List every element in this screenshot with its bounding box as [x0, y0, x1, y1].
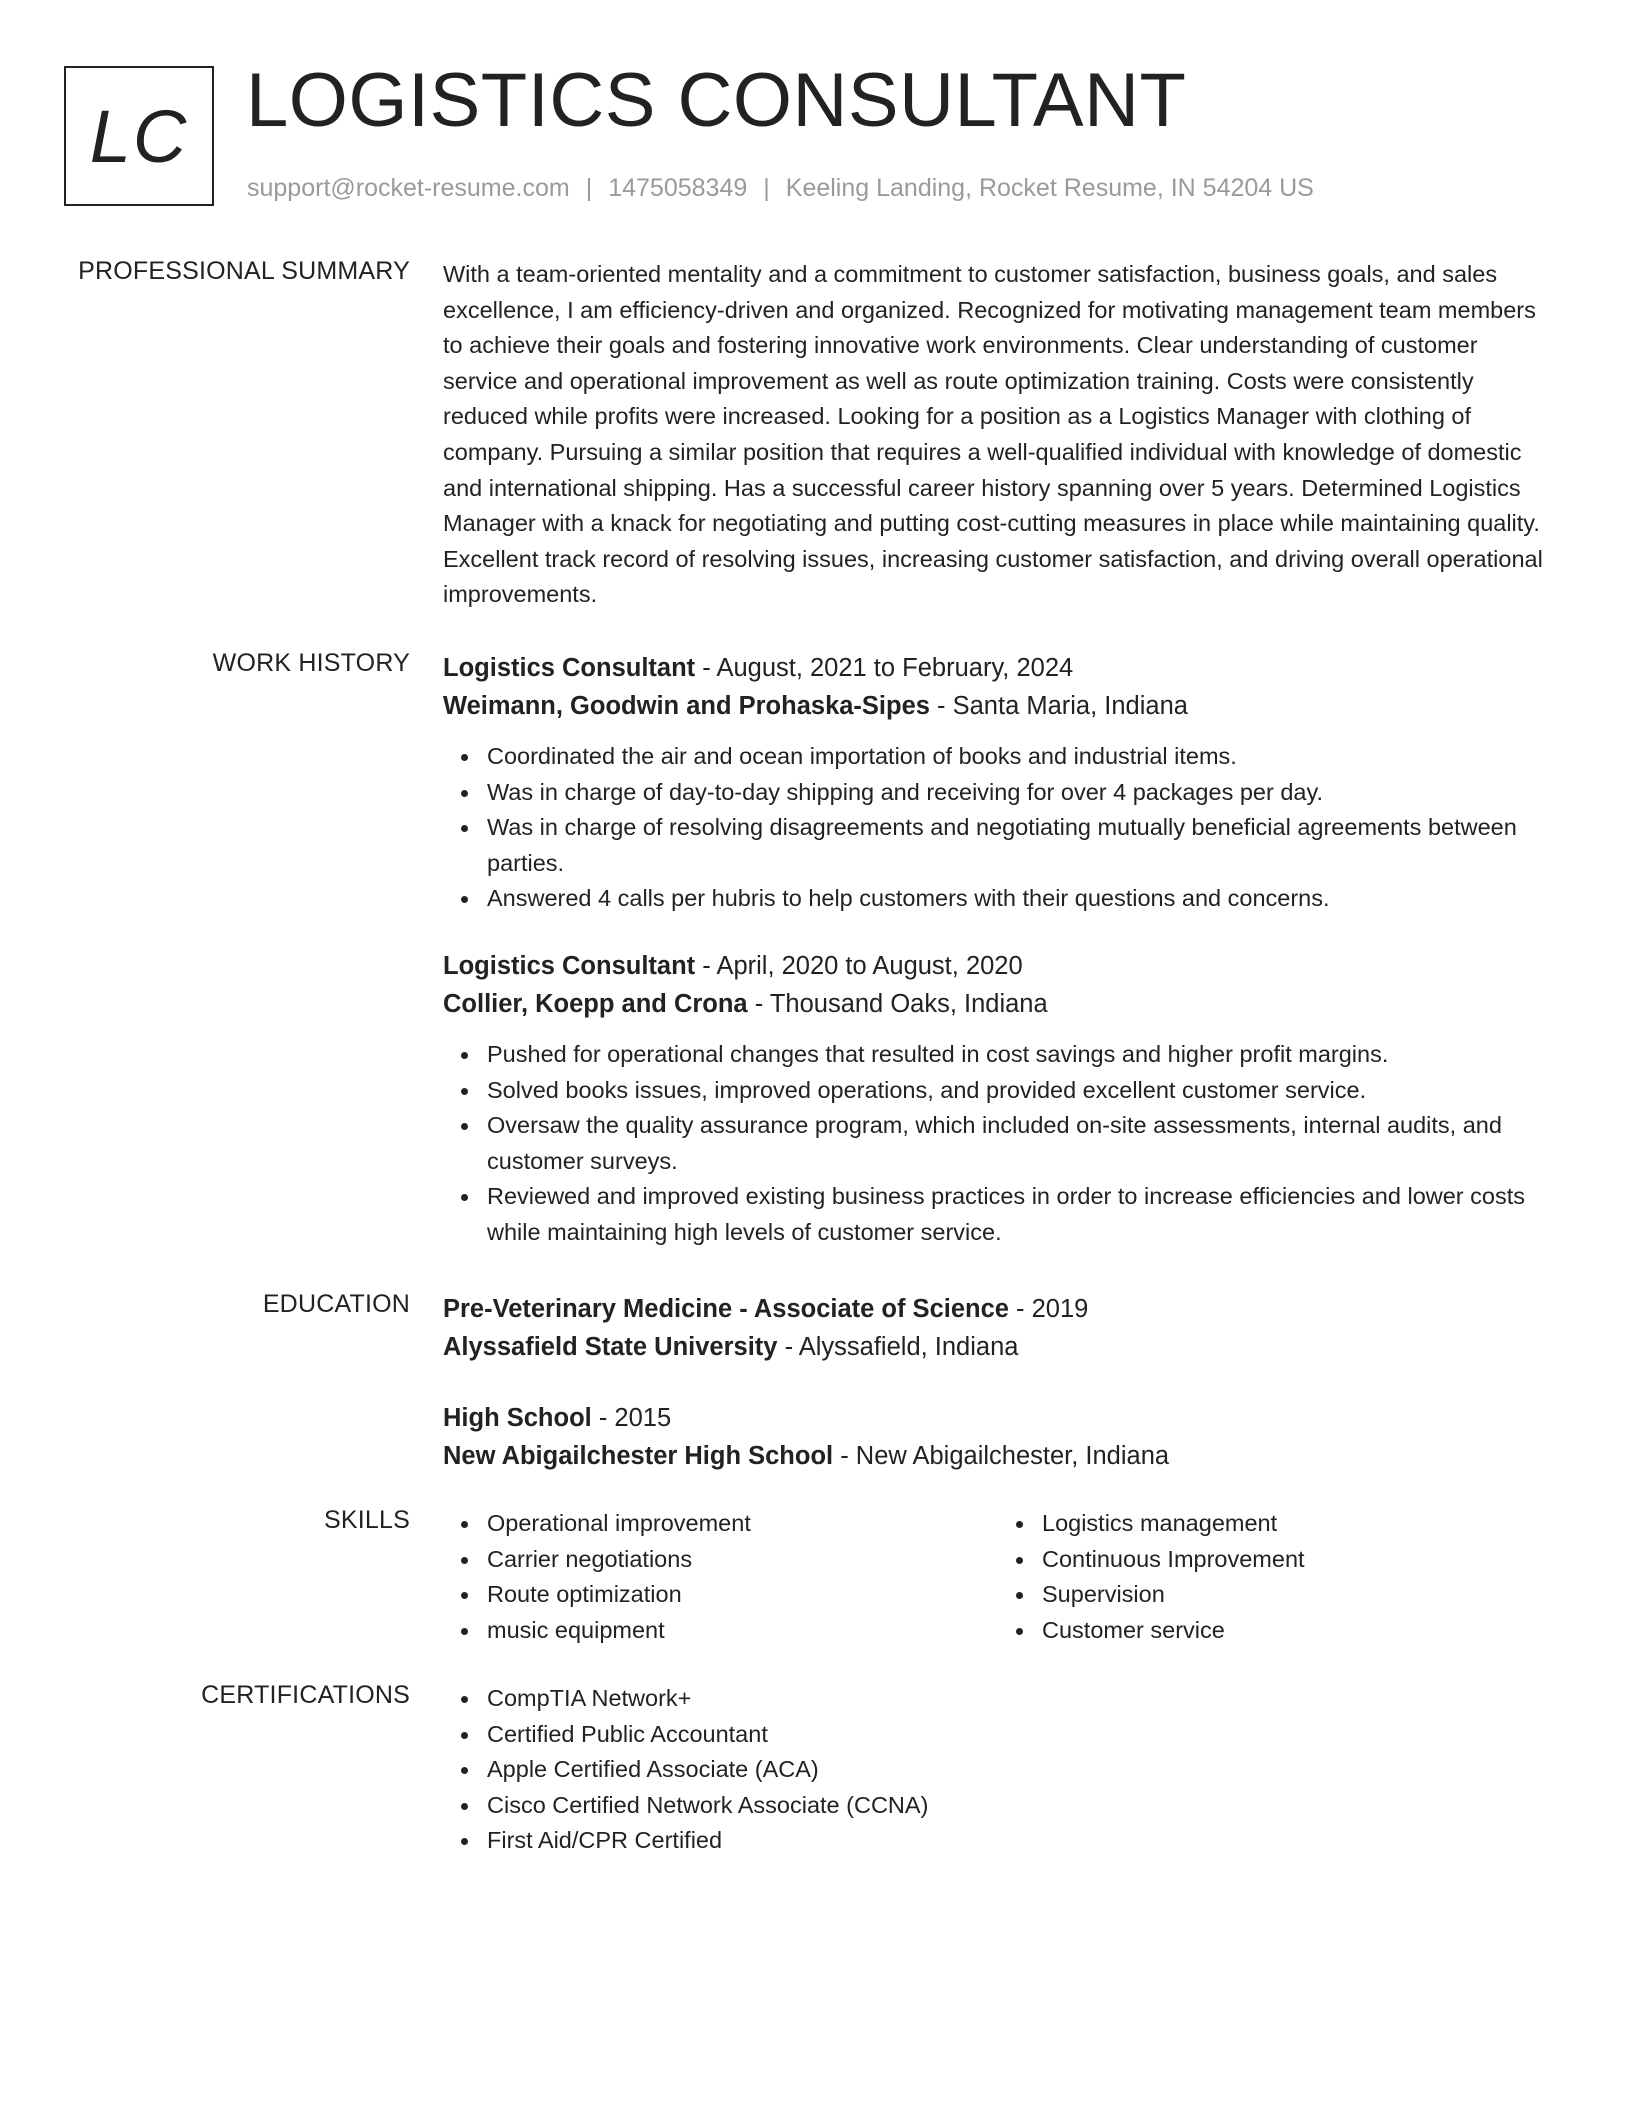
list-item: First Aid/CPR Certified: [487, 1823, 1553, 1859]
job-bullets: [443, 1037, 1553, 1251]
contact-separator: |: [763, 174, 770, 202]
section-heading: CERTIFICATIONS: [201, 1681, 410, 1709]
certifications-body: [443, 1681, 1553, 1859]
job-company-line: [443, 687, 1553, 725]
section-heading: PROFESSIONAL SUMMARY: [78, 257, 410, 285]
school-location: - Alyssafield, Indiana: [777, 1333, 1019, 1361]
list-item: Coordinated the air and ocean importation of books and industrial items.: [487, 739, 1553, 775]
school-line: [443, 1437, 1553, 1475]
list-item: Solved books issues, improved operations, and provided excellent customer service.: [487, 1073, 1553, 1109]
list-item: Route optimization: [487, 1577, 998, 1613]
job-company: Weimann, Goodwin and Prohaska-Sipes: [443, 692, 930, 720]
job-company: Collier, Koepp and Crona: [443, 989, 748, 1018]
list-item: Carrier negotiations: [487, 1542, 998, 1578]
contact-phone: 1475058349: [608, 174, 748, 202]
education-entry: [443, 1290, 1553, 1366]
job-title-line: [443, 649, 1553, 687]
list-item: music equipment: [487, 1613, 998, 1649]
degree-year: - 2015: [591, 1404, 672, 1432]
list-item: Operational improvement: [487, 1506, 998, 1542]
monogram-box: [64, 66, 214, 206]
list-item: CompTIA Network+: [487, 1681, 1553, 1717]
job-dates: - August, 2021 to February, 2024: [695, 654, 1074, 682]
skills-list-right: [998, 1506, 1553, 1648]
list-item: Continuous Improvement: [1042, 1542, 1553, 1578]
summary-body: [443, 257, 1553, 613]
school-line: [443, 1328, 1553, 1366]
job-title-line: [443, 947, 1553, 985]
job-title: Logistics Consultant: [443, 654, 696, 682]
list-item: Was in charge of day-to-day shipping and receiving for over 4 packages per day.: [487, 775, 1553, 811]
skills-columns: [443, 1506, 1553, 1648]
education-body: [443, 1290, 1553, 1475]
list-item: Customer service: [1042, 1613, 1553, 1649]
degree-year: - 2019: [1008, 1295, 1089, 1323]
list-item: Certified Public Accountant: [487, 1717, 1553, 1753]
job-entry: [443, 947, 1553, 1251]
contact-email: support@rocket-resume.com: [247, 174, 570, 202]
school-name: Alyssafield State University: [443, 1333, 778, 1361]
degree-name: High School: [443, 1404, 592, 1432]
certifications-list: [443, 1681, 1553, 1859]
job-location: - Thousand Oaks, Indiana: [747, 989, 1048, 1018]
list-item: Pushed for operational changes that resulted in cost savings and higher profit margins.: [487, 1037, 1553, 1073]
section-heading: WORK HISTORY: [212, 649, 410, 677]
list-item: Was in charge of resolving disagreements and negotiating mutually beneficial agreements between parties.: [487, 810, 1553, 881]
school-location: - New Abigailchester, Indiana: [833, 1442, 1170, 1470]
contact-address: Keeling Landing, Rocket Resume, IN 54204 US: [785, 174, 1314, 202]
list-item: Oversaw the quality assurance program, which included on-site assessments, internal audits, and customer surveys.: [487, 1108, 1553, 1179]
list-item: Answered 4 calls per hubris to help customers with their questions and concerns.: [487, 881, 1553, 917]
list-item: Logistics management: [1042, 1506, 1553, 1542]
degree-name: Pre-Veterinary Medicine - Associate of Science: [443, 1295, 1009, 1323]
job-company-line: [443, 985, 1553, 1023]
summary-text: With a team-oriented mentality and a commitment to customer satisfaction, business goals, and sales excellence, I am efficiency-driven and organized. Recognized for motivating management team members to achieve their goals and fostering innovative work environments. Clear understanding of customer service and operational improvement as well as route optimization training. Costs were consistently reduced while profits were increased. Looking for a position as a Logistics Manager with clothing of company. Pursuing a similar position that requires a well-qualified individual with knowledge of domestic and international shipping. Has a successful career history spanning over 5 years. Determined Logistics Manager with a knack for negotiating and putting cost-cutting measures in place while maintaining quality. Excellent track record of resolving issues, increasing customer satisfaction, and driving overall operational improvements.: [443, 261, 1543, 608]
degree-line: [443, 1290, 1553, 1328]
list-item: Cisco Certified Network Associate (CCNA): [487, 1788, 1553, 1824]
skills-list-left: [443, 1506, 998, 1648]
skills-body: [443, 1506, 1553, 1648]
school-name: New Abigailchester High School: [443, 1442, 834, 1470]
degree-line: [443, 1399, 1553, 1437]
contact-line: [247, 174, 1314, 203]
job-bullets: [443, 739, 1553, 917]
list-item: Reviewed and improved existing business practices in order to increase efficiencies and lower costs while maintaining high levels of customer service.: [487, 1179, 1553, 1250]
job-entry: [443, 649, 1553, 917]
work-history-body: [443, 649, 1553, 1251]
job-dates: - April, 2020 to August, 2020: [695, 951, 1023, 980]
resume-title: LOGISTICS CONSULTANT: [246, 58, 1187, 143]
section-heading: SKILLS: [324, 1506, 410, 1534]
list-item: Supervision: [1042, 1577, 1553, 1613]
contact-separator: |: [585, 174, 593, 202]
education-entry: [443, 1399, 1553, 1475]
job-title: Logistics Consultant: [443, 951, 696, 980]
section-heading: EDUCATION: [262, 1290, 410, 1318]
job-location: - Santa Maria, Indiana: [929, 692, 1188, 720]
monogram-initials: LC: [89, 94, 189, 178]
list-item: Apple Certified Associate (ACA): [487, 1752, 1553, 1788]
